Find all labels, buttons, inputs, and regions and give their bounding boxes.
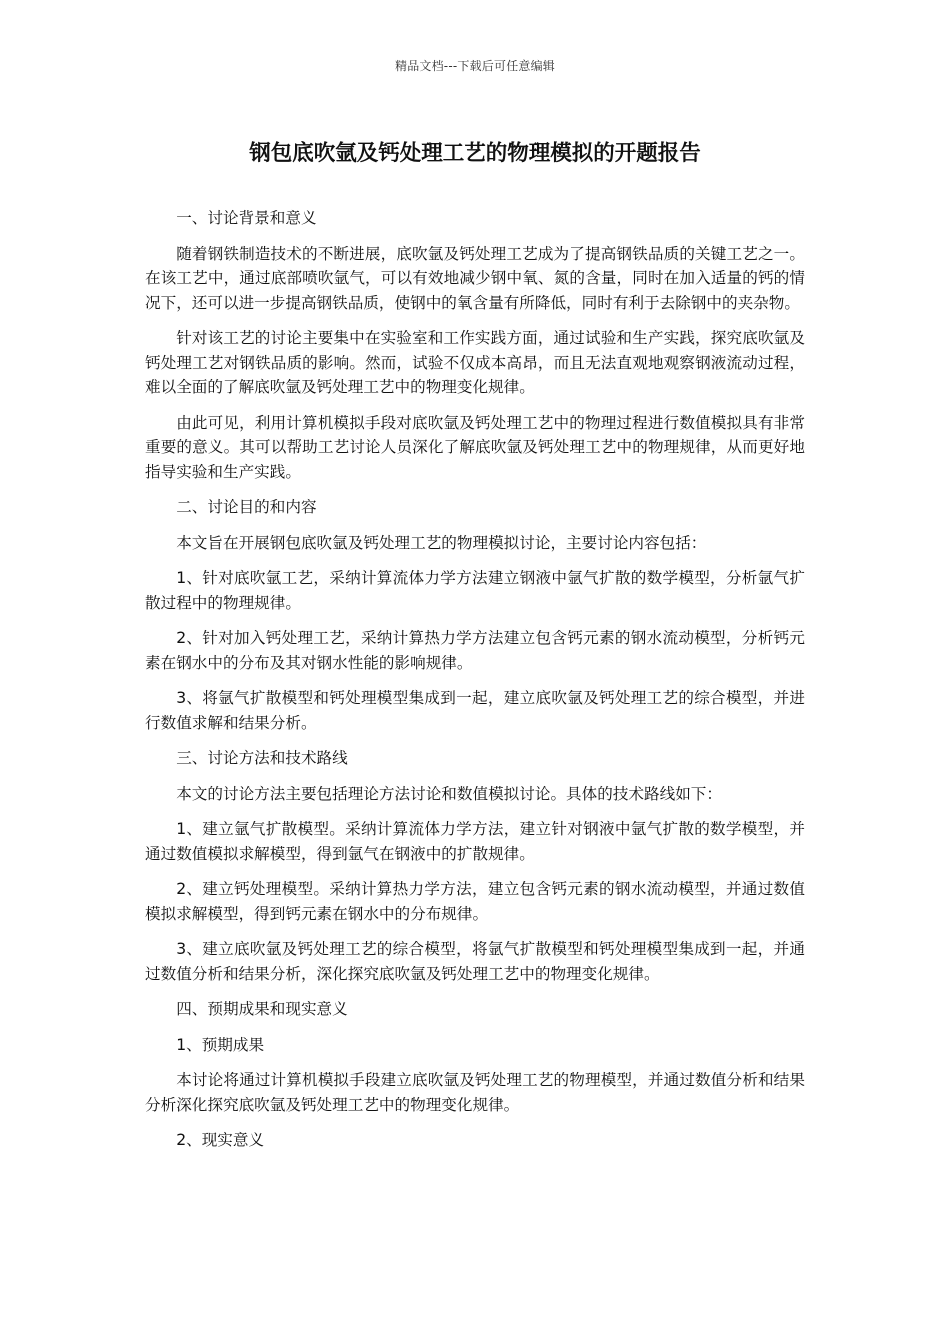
header-note: 精品文档---下载后可任意编辑 [395, 59, 555, 73]
list-item-objective-2: 2、针对加入钙处理工艺，采纳计算热力学方法建立包含钙元素的钢水流动模型，分析钙元素在钢水中的分布及其对钢水性能的影响规律。 [145, 629, 805, 672]
subheading-practical-significance: 2、现实意义 [176, 1131, 265, 1149]
list-item-objective-3: 3、将氩气扩散模型和钙处理模型集成到一起，建立底吹氩及钙处理工艺的综合模型，并进行数值求解和结果分析。 [145, 689, 805, 732]
paragraph-methods-intro: 本文的讨论方法主要包括理论方法讨论和数值模拟讨论。具体的技术路线如下： [176, 784, 722, 803]
section-heading-objectives: 二、讨论目的和内容 [176, 498, 317, 516]
section-heading-background: 一、讨论背景和意义 [176, 209, 317, 227]
section-heading-outcomes: 四、预期成果和现实意义 [176, 1000, 348, 1018]
paragraph-expected-results: 本讨论将通过计算机模拟手段建立底吹氩及钙处理工艺的物理模型，并通过数值分析和结果分析深化探究底吹氩及钙处理工艺中的物理变化规律。 [145, 1071, 805, 1114]
document-body [145, 206, 805, 1164]
paragraph-background-1: 随着钢铁制造技术的不断进展，底吹氩及钙处理工艺成为了提高钢铁品质的关键工艺之一。在该工艺中，通过底部喷吹氩气，可以有效地减少钢中氧、氮的含量，同时在加入适量的钙的情况下，还可以进一步提高钢铁品质，使钢中的氧含量有所降低，同时有利于去除钢中的夹杂物。 [145, 244, 805, 312]
list-item-method-2: 2、建立钙处理模型。采纳计算热力学方法，建立包含钙元素的钢水流动模型，并通过数值模拟求解模型，得到钙元素在钢水中的分布规律。 [145, 880, 805, 923]
list-item-method-1: 1、建立氩气扩散模型。采纳计算流体力学方法，建立针对钢液中氩气扩散的数学模型，并通过数值模拟求解模型，得到氩气在钢液中的扩散规律。 [145, 820, 805, 863]
subheading-expected-results: 1、预期成果 [176, 1035, 265, 1054]
section-heading-methods: 三、讨论方法和技术路线 [176, 749, 348, 767]
paragraph-background-2: 针对该工艺的讨论主要集中在实验室和工作实践方面，通过试验和生产实践，探究底吹氩及钙处理工艺对钢铁品质的影响。然而，试验不仅成本高昂，而且无法直观地观察钢液流动过程，难以全面的了解底吹氩及钙处理工艺中的物理变化规律。 [145, 329, 805, 396]
list-item-method-3: 3、建立底吹氩及钙处理工艺的综合模型，将氩气扩散模型和钙处理模型集成到一起，并通过数值分析和结果分析，深化探究底吹氩及钙处理工艺中的物理变化规律。 [145, 940, 805, 983]
list-item-objective-1: 1、针对底吹氩工艺，采纳计算流体力学方法建立钢液中氩气扩散的数学模型，分析氩气扩散过程中的物理规律。 [145, 569, 805, 612]
paragraph-objectives-intro: 本文旨在开展钢包底吹氩及钙处理工艺的物理模拟讨论，主要讨论内容包括： [176, 533, 707, 552]
document-title: 钢包底吹氩及钙处理工艺的物理模拟的开题报告 [249, 141, 701, 166]
paragraph-background-3: 由此可见，利用计算机模拟手段对底吹氩及钙处理工艺中的物理过程进行数值模拟具有非常重要的意义。其可以帮助工艺讨论人员深化了解底吹氩及钙处理工艺中的物理规律，从而更好地指导实验和生产实践。 [145, 413, 805, 481]
